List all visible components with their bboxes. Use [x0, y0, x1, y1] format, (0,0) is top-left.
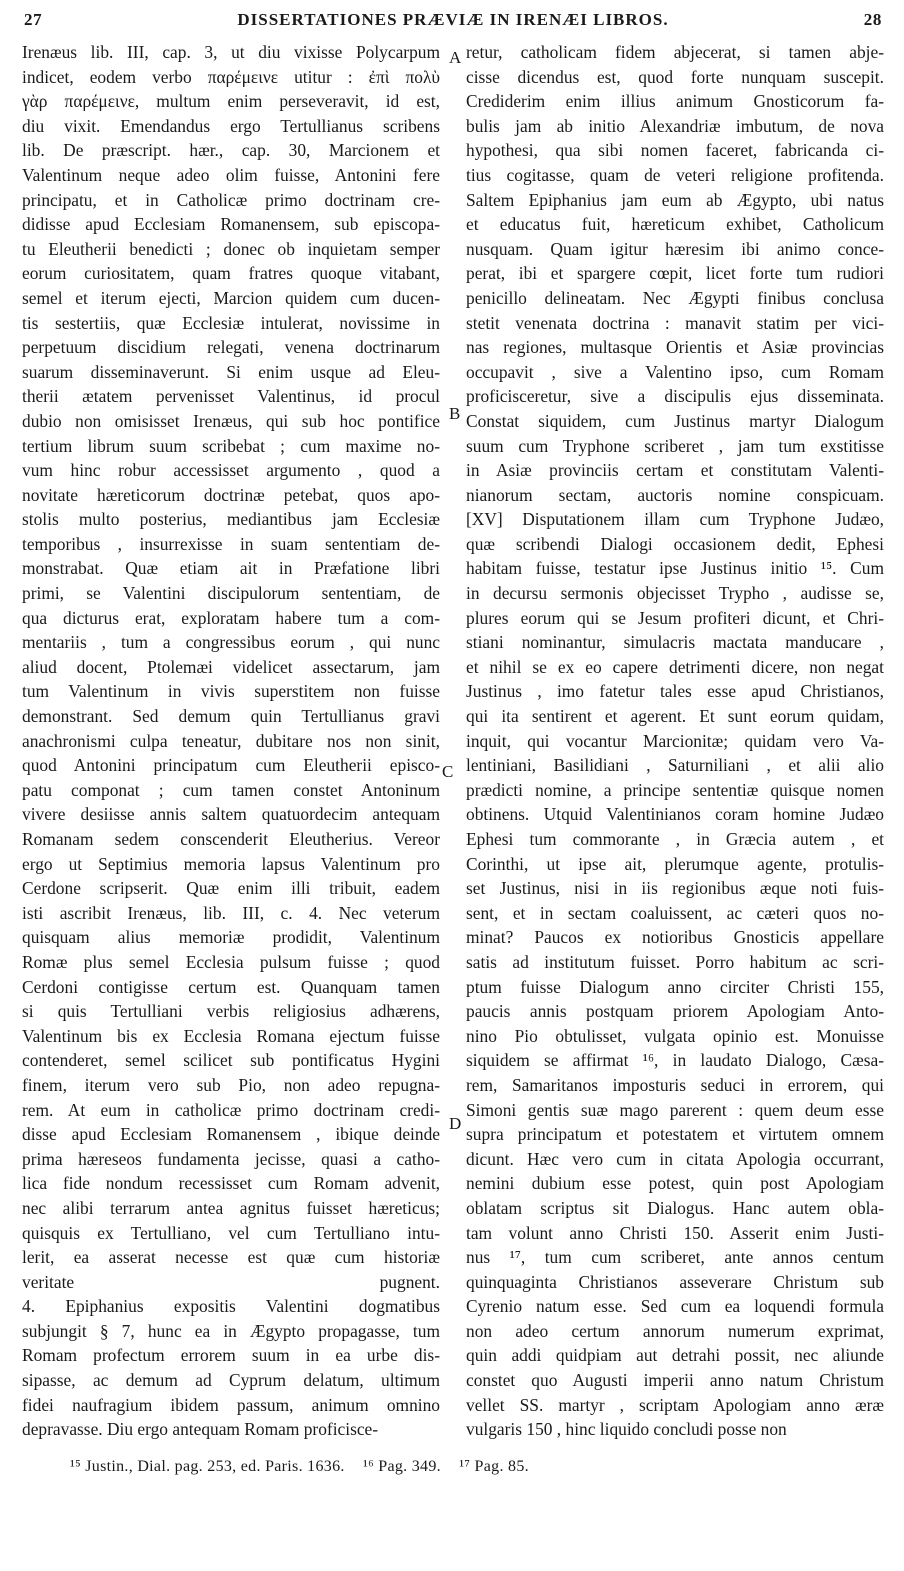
left-column-line: si quis Tertulliani verbis religiosius adhærens,: [22, 1001, 440, 1022]
footnote-16: ¹⁶ Pag. 349.: [362, 1458, 441, 1475]
left-column-line: disse apud Ecclesiam Romanensem , ibique deinde: [22, 1124, 440, 1145]
right-column-line: proficisceretur, sive a discipulis ejus disseminata.: [466, 386, 884, 407]
right-column-line: quinquaginta Christianos asseverare Christum sub: [466, 1271, 884, 1292]
left-column-line: aliud docent, Ptolemæi videlicet assectarum, jam: [22, 656, 440, 677]
left-column-line: depravasse. Diu ergo antequam Romam proficisce-: [22, 1419, 379, 1440]
left-column-line: lerit, ea asserat necesse est quæ cum historiæ: [22, 1247, 440, 1268]
left-column-line: primi, se Valentini discipulorum sententiam, de: [22, 583, 440, 604]
right-column-line: qui ita sentirent et agerent. Et sunt eorum quidam,: [466, 706, 884, 727]
left-column-line: principatu, et in Catholicæ primo doctrinam cre-: [22, 189, 440, 210]
right-column-line: dicunt. Hæc vero cum in citata Apologia occurrant,: [466, 1148, 884, 1169]
left-column-line: contenderet, semel scilicet sub pontificatus Hygini: [22, 1050, 440, 1071]
margin-letter-c: C: [442, 762, 454, 781]
right-column-line: lentiniani, Basilidiani , Saturniliani , et alii alio: [466, 755, 884, 776]
left-column-line: rem. At eum in catholicæ primo doctrinam credi-: [22, 1099, 440, 1120]
right-column-line: nas regiones, multasque Orientis et Asiæ provincias: [466, 337, 884, 358]
right-column-line: tam volunt anno Christi 150. Asserit enim Justi-: [466, 1222, 884, 1243]
left-column-line: ergo ut Septimius memoria lapsus Valentinum pro: [22, 853, 440, 874]
right-column-line: constet quo Augusti imperii anno natum Christum: [466, 1370, 884, 1391]
left-column-line: Cerdoni contigisse certum est. Quanquam tamen: [22, 976, 440, 997]
left-column-line: perpetuum discidium relegati, venena doctrinarum: [22, 337, 440, 358]
left-column-line: tu Eleutherii benedicti ; donec ob inquietam semper: [22, 238, 440, 259]
page-number-left: 27: [24, 10, 43, 29]
left-column-line: sipasse, ac demum ad Cyprum delatum, ultimum: [22, 1370, 440, 1391]
right-column-line: obtinens. Utquid Valentinianos coram homine Judæo: [466, 804, 884, 825]
right-column-line: plures eorum qui se Jesum profiteri dicunt, et Chri-: [466, 607, 884, 628]
left-column-line: anachronismi culpa teneatur, dubitare nos non sinit,: [22, 730, 440, 751]
margin-letter-b: B: [449, 404, 461, 423]
right-column-line: nino Pio obtulisset, vulgata opinio est. Monuisse: [466, 1025, 884, 1046]
left-column-line: diu vixit. Emendandus ergo Tertullianus scribens: [22, 115, 440, 136]
right-column-line: in Asiæ provinciis certam et constitutam Valenti-: [466, 460, 884, 481]
right-column-line: tius cogitasse, quam de veteri religione profitenda.: [466, 164, 884, 185]
left-column-line: novitate hæreticorum doctrinæ petebat, quos apo-: [22, 484, 440, 505]
left-column-line: Valentinum bis ex Ecclesia Romana ejectum fuisse: [22, 1025, 440, 1046]
footnote-15: ¹⁵ Justin., Dial. pag. 253, ed. Paris. 1636.: [70, 1458, 345, 1475]
right-column-line: stetit venenata doctrina : manavit statim per vici-: [466, 312, 884, 333]
left-column-line: tis sestertiis, quæ Ecclesiæ intulerat, novissime in: [22, 312, 440, 333]
left-column-line: mentariis , tum a congressibus eorum , qui nunc: [22, 632, 440, 653]
footnotes: [70, 1458, 543, 1476]
left-column-line: vivere desiisse annis saltem quatuordecim antequam: [22, 804, 440, 825]
right-column-line: perat, ibi et spargere cœpit, licet forte tum rudiori: [466, 263, 884, 284]
right-column-line: satis ad institutum fuisset. Porro habitum ac scri-: [466, 951, 884, 972]
right-column-line: quin addi quidpiam aut detrahi possit, nec aliunde: [466, 1345, 884, 1366]
right-column-line: siquidem se affirmat ¹⁶, in laudato Dialogo, Cæsa-: [466, 1050, 884, 1071]
left-column-line: finem, iterum vero sub Pio, non adeo repugna-: [22, 1074, 440, 1095]
left-column-line: prima hæreseos fundamenta jecisse, quasi a catho-: [22, 1148, 440, 1169]
left-column-line: tertium librum suum scribebat ; cum maxime no-: [22, 435, 440, 456]
left-column-line: Romanam sedem conscenderit Eleutherius. Vereor: [22, 829, 440, 849]
left-column-line: Romæ plus semel Ecclesia pulsum fuisse ; quod: [22, 951, 440, 972]
left-column-line: veritate pugnent.: [22, 1271, 440, 1292]
right-column-line: set Justinus, nisi in iis regionibus æque noti fuis-: [466, 878, 884, 899]
left-column-line: lib. De præscript. hær., cap. 30, Marcionem et: [22, 140, 440, 161]
left-column-line: quisquis ex Tertulliano, vel cum Tertulliano intu-: [22, 1222, 440, 1243]
page-number-right: 28: [863, 10, 882, 29]
right-text-column: [466, 40, 884, 1442]
right-column-line: minat? Paucos ex notioribus Gnosticis appellare: [466, 927, 884, 948]
right-column-line: Ephesi tum commorante , in Græcia autem , et: [466, 829, 884, 849]
right-column-line: inquit, qui vocantur Marcionitæ; quidam vero Va-: [466, 730, 884, 751]
left-column-line: vum hinc robur accessisset argumento , quod a: [22, 460, 440, 481]
left-column-line: stolis multo posterius, mediantibus jam Ecclesiæ: [22, 509, 440, 530]
right-column-line: ptum fuisse Dialogum anno circiter Christi 155,: [466, 976, 884, 997]
right-column-line: supra principatum et potestatem et virtutem omnem: [466, 1124, 884, 1145]
right-column-line: cisse dicendus est, quod forte nunquam suscepit.: [466, 66, 884, 87]
right-column-line: penicillo delineatam. Nec Ægypti finibus conclusa: [466, 287, 884, 308]
right-column-line: in decursu sermonis objecisset Trypho , audisse se,: [466, 583, 884, 604]
running-head: [24, 6, 882, 34]
left-text-column: [22, 40, 440, 1442]
right-column-line: Corinthi, ut ipse ait, plerumque agente, protulis-: [466, 853, 884, 874]
right-column-line: oblatam scriptus sit Dialogus. Hanc autem obla-: [466, 1197, 884, 1218]
right-column-line: suum cum Tryphone scriberet , jam tum exstitisse: [466, 435, 884, 456]
margin-letter-a: A: [449, 48, 462, 67]
right-column-line: nianorum sectam, auctoris nomine conspicuam.: [466, 484, 884, 505]
right-column-line: vellet SS. martyr , scriptam Apologiam anno æræ: [466, 1394, 884, 1415]
left-column-line: monstrabat. Quæ etiam ait in Præfatione libri: [22, 558, 440, 579]
left-column-line: qua dicturus erat, exploratam habere tum a com-: [22, 607, 440, 628]
right-column-line: nus ¹⁷, tum cum scriberet, ante annos centum: [466, 1247, 884, 1268]
right-column-line: [XV] Disputationem illam cum Tryphone Judæo,: [466, 509, 884, 530]
right-column-line: vulgaris 150 , hinc liquido concludi posse non: [466, 1419, 787, 1440]
left-column-line: therii ætatem pervenisset Valentinus, id procul: [22, 386, 440, 407]
right-column-line: retur, catholicam fidem abjecerat, si tamen abje-: [466, 42, 884, 62]
right-column-line: rem, Samaritanos imposturis seduci in errorem, qui: [466, 1074, 884, 1095]
right-column-line: sent, et in sectam coaluissent, ac cæteri quos no-: [466, 902, 884, 923]
right-column-line: et educatus fuit, hæreticum exhibet, Catholicum: [466, 214, 884, 235]
right-column-line: Justinus , imo fatetur tales esse apud Christianos,: [466, 681, 884, 702]
footnote-17: ¹⁷ Pag. 85.: [459, 1458, 529, 1475]
right-column-line: Simoni gentis suæ mago parerent : quem deum esse: [466, 1099, 884, 1120]
right-column-line: prædicti nomine, a principe sententiæ quisque nomen: [466, 779, 884, 800]
left-column-line: lica fide nondum recessisset cum Romam advenit,: [22, 1173, 440, 1194]
right-column-line: Crediderim enim illius animum Gnosticorum fa-: [466, 91, 884, 112]
left-column-line: Valentinum neque adeo olim fuisse, Antonini fere: [22, 164, 440, 185]
running-title: DISSERTATIONES PRÆVIÆ IN IRENÆI LIBROS.: [237, 10, 669, 29]
right-column-line: nemini dubium esse potest, quin post Apologiam: [466, 1173, 884, 1194]
left-column-line: quisquam alius memoriæ prodidit, Valentinum: [22, 927, 440, 948]
left-column-line: Irenæus lib. III, cap. 3, ut diu vixisse Polycarpum: [22, 42, 440, 62]
left-column-line: temporibus , insurrexisse in suam sententiam de-: [22, 533, 440, 554]
left-column-line: didisse apud Ecclesiam Romanensem, sub episcopa-: [22, 214, 440, 235]
margin-letter-d: D: [449, 1114, 462, 1133]
right-column-line: stiani nominantur, simulacris mactata manducare ,: [466, 632, 884, 653]
left-column-line: tum Valentinum in vivis superstitem non fuisse: [22, 681, 440, 702]
right-column-line: nusquam. Quam igitur hæresim ibi animo conce-: [466, 238, 884, 259]
left-column-line: 4. Epiphanius expositis Valentini dogmatibus: [22, 1296, 440, 1317]
left-column-line: nec alibi terrarum antea agnitus fuisset hæreticus;: [22, 1197, 440, 1218]
left-column-line: eorum curiositatem, quam fratres quoque vitabant,: [22, 263, 440, 284]
left-column-line: quod Antonini principatum cum Eleutherii episco-: [22, 755, 440, 776]
left-column-line: indicet, eodem verbo παρέμεινε utitur : ἐπὶ πολὺ: [22, 66, 440, 87]
left-column-line: suarum disseminaverunt. Si enim usque ad Eleu-: [22, 361, 440, 382]
right-column-line: hypothesi, qua sibi nomen faceret, fabricanda ci-: [466, 140, 884, 161]
left-column-line: fidei naufragium ibidem passum, animum omnino: [22, 1394, 440, 1415]
left-column-line: subjungit § 7, hunc ea in Ægypto propagasse, tum: [22, 1320, 440, 1341]
left-column-line: isti ascribit Irenæus, lib. III, c. 4. Nec veterum: [22, 902, 440, 923]
left-column-line: γὰρ παρέμεινε, multum enim perseveravit, id est,: [22, 91, 440, 112]
right-column-line: quæ scribendi Dialogi occasionem dedit, Ephesi: [466, 533, 884, 554]
right-column-line: Cyrenio natum esse. Sed cum ea loquendi formula: [466, 1296, 884, 1317]
left-column-line: semel et iterum ejecti, Marcion quidem cum ducen-: [22, 287, 440, 308]
right-column-line: paucis annis postquam priorem Apologiam Anto-: [466, 1001, 884, 1022]
right-column-line: bulis jam ab initio Alexandriæ imbutum, de nova: [466, 115, 884, 136]
right-column-line: Constat siquidem, cum Justinus martyr Dialogum: [466, 410, 884, 431]
left-column-line: demonstrant. Sed demum quin Tertullianus gravi: [22, 706, 440, 727]
left-column-line: dubio non omisisset Irenæus, qui sub hoc pontifice: [22, 410, 440, 431]
left-column-line: Romam profectum errorem suum in ea urbe dis-: [22, 1345, 440, 1366]
right-column-line: et nihil se ex eo capere detrimenti dicere, non negat: [466, 656, 884, 677]
left-column-line: patu componat ; cum tamen constet Antoninum: [22, 779, 440, 800]
right-column-line: occupavit , sive a Valentino ipso, cum Romam: [466, 361, 884, 382]
left-column-line: Cerdone scripserit. Quæ enim illi tribuit, eadem: [22, 878, 440, 899]
right-column-line: non adeo certum annorum numerum exprimat,: [466, 1320, 884, 1341]
right-column-line: Saltem Epiphanius jam eum ab Ægypto, ubi natus: [466, 189, 884, 210]
right-column-line: habitam fuisse, testatur ipse Justinus initio ¹⁵. Cum: [466, 558, 884, 579]
